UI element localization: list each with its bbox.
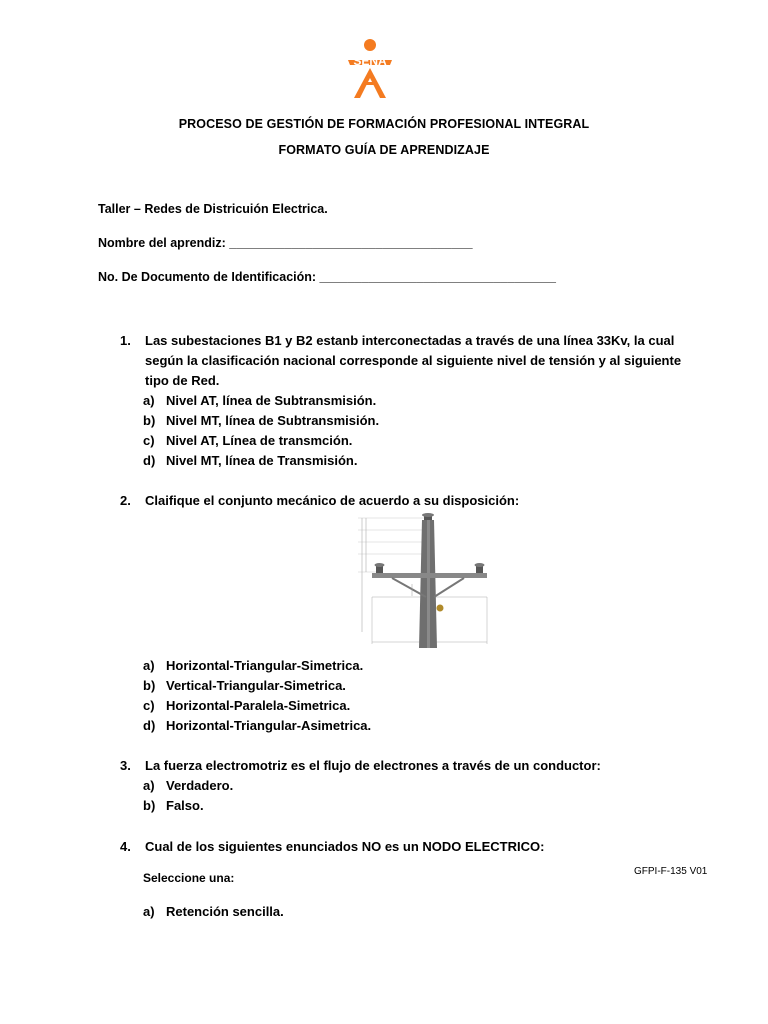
option-1a[interactable] <box>143 391 379 411</box>
option-text: Nivel MT, línea de Subtransmisión. <box>166 413 380 428</box>
question-text: La fuerza electromotriz es el flujo de electrones a través de un conductor: <box>145 758 601 773</box>
option-letter: d) <box>143 453 156 468</box>
option-letter: a) <box>143 393 155 408</box>
option-3b[interactable] <box>143 796 233 816</box>
question-1-options <box>143 391 379 471</box>
option-1c[interactable] <box>143 431 379 451</box>
question-3-options <box>143 776 233 816</box>
option-text: Horizontal-Triangular-Asimetrica. <box>166 718 372 733</box>
option-3a[interactable] <box>143 776 233 796</box>
documento-field[interactable]: No. De Documento de Identificación: __________________________________ <box>98 270 556 284</box>
question-text: Cual de los siguientes enunciados NO es un NODO ELECTRICO: <box>145 839 545 854</box>
option-text: Retención sencilla. <box>166 904 284 919</box>
question-2-options <box>143 656 371 736</box>
option-1b[interactable] <box>143 411 379 431</box>
question-1 <box>120 331 700 391</box>
option-text: Falso. <box>166 798 204 813</box>
option-2b[interactable] <box>143 676 371 696</box>
option-text: Vertical-Triangular-Simetrica. <box>166 678 346 693</box>
option-text: Nivel AT, Línea de transmción. <box>166 433 353 448</box>
option-letter: c) <box>143 698 155 713</box>
form-code: GFPI-F-135 V01 <box>634 866 708 877</box>
question-4-options <box>143 902 284 922</box>
process-title: PROCESO DE GESTIÓN DE FORMACIÓN PROFESIONAL INTEGRAL <box>178 117 590 131</box>
nombre-field[interactable]: Nombre del aprendiz: ___________________________________ <box>98 236 473 250</box>
option-letter: b) <box>143 678 156 693</box>
question-2 <box>120 491 700 511</box>
option-letter: c) <box>143 433 155 448</box>
question-text: Las subestaciones B1 y B2 estanb interconectadas a través de una línea 33Kv, la cual según la clasificación nacional corresponde al siguiente nivel de tensión y al siguiente tipo de Red. <box>145 333 682 388</box>
option-letter: a) <box>143 904 155 919</box>
option-text: Verdadero. <box>166 778 234 793</box>
format-title: FORMATO GUÍA DE APRENDIZAJE <box>278 143 490 157</box>
logo-lettering: SENA <box>353 54 387 68</box>
option-letter: a) <box>143 658 155 673</box>
option-letter: b) <box>143 413 156 428</box>
question-number: 2. <box>120 493 131 508</box>
option-4a[interactable] <box>143 902 284 922</box>
pole-crossarm-diagram <box>352 512 495 648</box>
select-prompt: Seleccione una: <box>143 871 235 885</box>
option-2c[interactable] <box>143 696 371 716</box>
sena-logo <box>340 38 400 100</box>
option-text: Horizontal-Triangular-Simetrica. <box>166 658 364 673</box>
option-letter: d) <box>143 718 156 733</box>
question-number: 4. <box>120 839 131 854</box>
option-text: Horizontal-Paralela-Simetrica. <box>166 698 351 713</box>
option-2a[interactable] <box>143 656 371 676</box>
option-text: Nivel MT, línea de Transmisión. <box>166 453 358 468</box>
taller-title: Taller – Redes de Districuión Electrica. <box>98 202 328 216</box>
option-text: Nivel AT, línea de Subtransmisión. <box>166 393 377 408</box>
option-1d[interactable] <box>143 451 379 471</box>
question-text: Claifique el conjunto mecánico de acuerdo a su disposición: <box>145 493 520 508</box>
option-2d[interactable] <box>143 716 371 736</box>
question-4 <box>120 837 700 857</box>
question-number: 3. <box>120 758 131 773</box>
question-number: 1. <box>120 333 131 348</box>
option-letter: a) <box>143 778 155 793</box>
option-letter: b) <box>143 798 156 813</box>
question-3 <box>120 756 700 776</box>
